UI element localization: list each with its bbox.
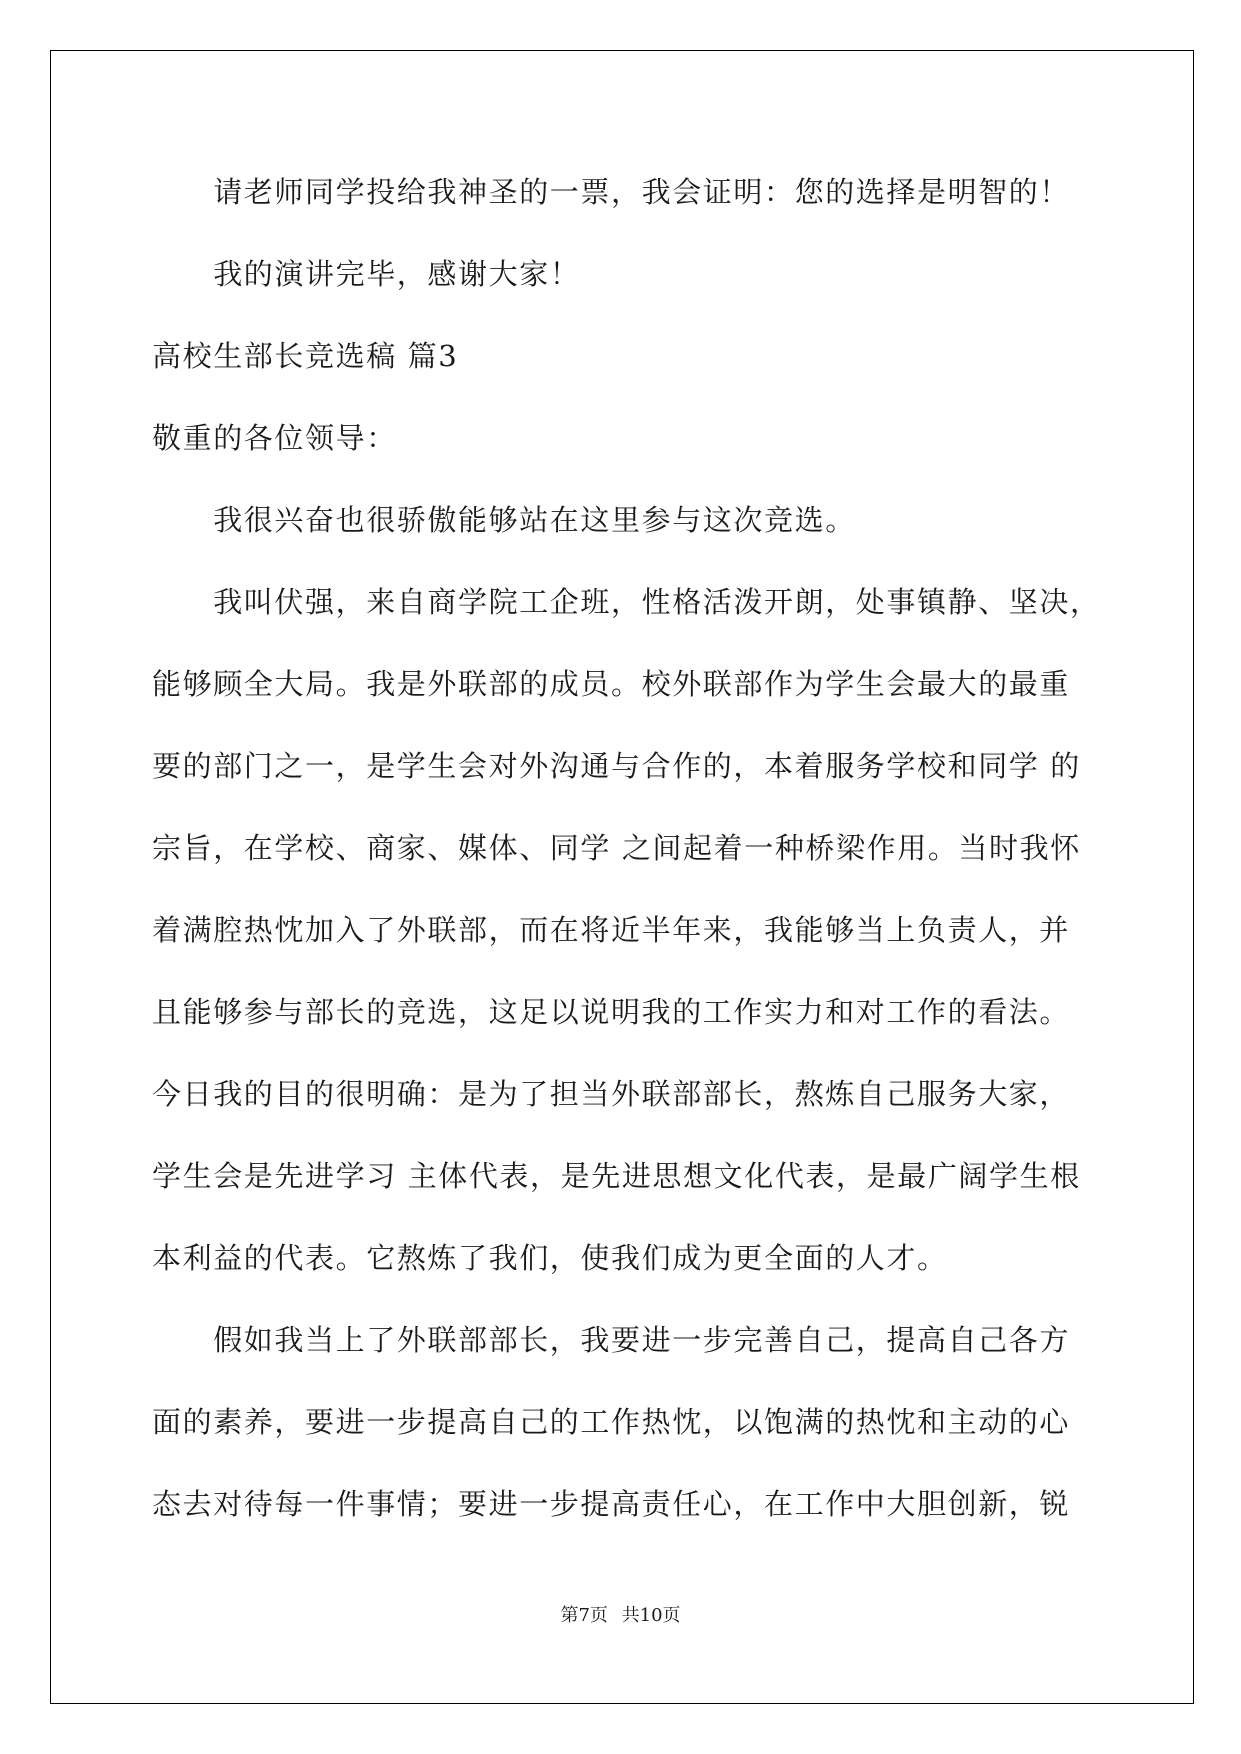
body-line: 态去对待每一件事情；要进一步提高责任心，在工作中大胆创新，锐 [152, 1487, 1071, 1521]
page-total: 共10页 [621, 1605, 681, 1626]
body-line: 本利益的代表。它熬炼了我们，使我们成为更全面的人才。 [152, 1241, 948, 1275]
page-border [50, 50, 1194, 1704]
body-line: 假如我当上了外联部部长，我要进一步完善自己，提高自己各方 [152, 1323, 1071, 1357]
page-footer [0, 1604, 1241, 1628]
body-line: 请老师同学投给我神圣的一票，我会证明：您的选择是明智的！ [152, 175, 1071, 209]
body-line: 我很兴奋也很骄傲能够站在这里参与这次竞选。 [152, 503, 856, 537]
body-line: 宗旨，在学校、商家、媒体、同学 之间起着一种桥梁作用。当时我怀 [152, 831, 1081, 865]
salutation: 敬重的各位领导： [152, 421, 397, 455]
body-line: 面的素养，要进一步提高自己的工作热忱，以饱满的热忱和主动的心 [152, 1405, 1071, 1439]
section-heading: 高校生部长竞选稿 篇3 [152, 339, 459, 373]
body-line: 学生会是先进学习 主体代表，是先进思想文化代表，是最广阔学生根 [152, 1159, 1081, 1193]
body-line: 要的部门之一，是学生会对外沟通与合作的，本着服务学校和同学 的 [152, 749, 1081, 783]
page-number: 第7页 [560, 1605, 608, 1626]
body-line: 我的演讲完毕，感谢大家！ [152, 257, 581, 291]
body-line: 我叫伏强，来自商学院工企班，性格活泼开朗，处事镇静、坚决， [152, 585, 1101, 619]
body-line: 着满腔热忱加入了外联部，而在将近半年来，我能够当上负责人，并 [152, 913, 1071, 947]
body-line: 能够顾全大局。我是外联部的成员。校外联部作为学生会最大的最重 [152, 667, 1071, 701]
body-line: 今日我的目的很明确：是为了担当外联部部长，熬炼自己服务大家， [152, 1077, 1071, 1111]
body-line: 且能够参与部长的竞选，这足以说明我的工作实力和对工作的看法。 [152, 995, 1071, 1029]
